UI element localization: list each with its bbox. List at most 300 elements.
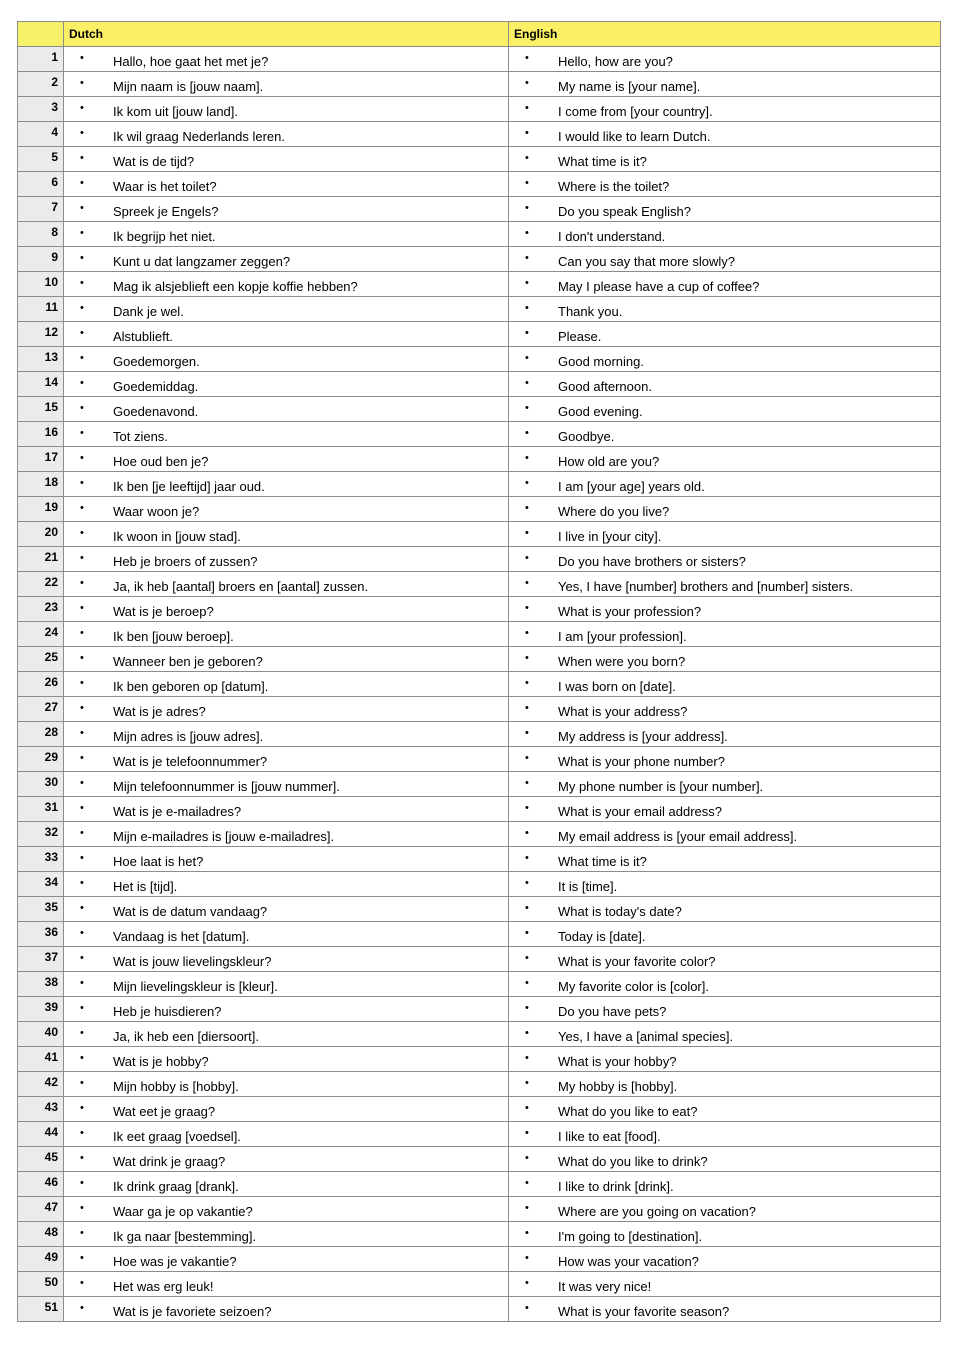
- row-number[interactable]: 23: [18, 597, 64, 622]
- english-cell[interactable]: [509, 972, 941, 997]
- dutch-cell[interactable]: [64, 1247, 509, 1272]
- dutch-cell[interactable]: [64, 822, 509, 847]
- row-number[interactable]: 30: [18, 772, 64, 797]
- english-cell[interactable]: [509, 422, 941, 447]
- english-phrase: What is today's date?: [558, 904, 682, 919]
- row-number[interactable]: 13: [18, 347, 64, 372]
- table-row: [18, 1172, 941, 1197]
- bullet-icon: •: [525, 377, 529, 389]
- dutch-phrase: Heb je broers of zussen?: [113, 554, 258, 569]
- bullet-icon: •: [80, 852, 84, 864]
- bullet-icon: •: [525, 1002, 529, 1014]
- english-cell[interactable]: [509, 472, 941, 497]
- table-row: [18, 1047, 941, 1072]
- row-number[interactable]: 29: [18, 747, 64, 772]
- table-row: [18, 1272, 941, 1297]
- bullet-icon: •: [80, 552, 84, 564]
- table-row: [18, 497, 941, 522]
- bullet-icon: •: [80, 602, 84, 614]
- english-cell[interactable]: [509, 1172, 941, 1197]
- english-cell[interactable]: [509, 1122, 941, 1147]
- dutch-phrase: Hoe laat is het?: [113, 854, 204, 869]
- row-number[interactable]: 2: [18, 72, 64, 97]
- bullet-icon: •: [80, 952, 84, 964]
- bullet-icon: •: [525, 127, 529, 139]
- dutch-cell[interactable]: [64, 747, 509, 772]
- bullet-icon: •: [525, 927, 529, 939]
- english-cell[interactable]: [509, 672, 941, 697]
- bullet-icon: •: [525, 1127, 529, 1139]
- row-number[interactable]: 51: [18, 1297, 64, 1322]
- english-cell[interactable]: [509, 622, 941, 647]
- row-number[interactable]: 41: [18, 1047, 64, 1072]
- dutch-phrase: Mijn e-mailadres is [jouw e-mailadres].: [113, 829, 335, 844]
- english-phrase: Yes, I have a [animal species].: [558, 1029, 734, 1044]
- dutch-phrase: Goedemorgen.: [113, 354, 200, 369]
- dutch-cell[interactable]: [64, 1047, 509, 1072]
- row-number[interactable]: 48: [18, 1222, 64, 1247]
- table-row: [18, 997, 941, 1022]
- table-row: [18, 572, 941, 597]
- bullet-icon: •: [80, 1177, 84, 1189]
- english-phrase: My phone number is [your number].: [558, 779, 764, 794]
- bullet-icon: •: [80, 352, 84, 364]
- table-row: [18, 472, 941, 497]
- table-row: [18, 197, 941, 222]
- bullet-icon: •: [525, 827, 529, 839]
- dutch-cell[interactable]: [64, 72, 509, 97]
- bullet-icon: •: [525, 302, 529, 314]
- table-row: [18, 672, 941, 697]
- row-number[interactable]: 44: [18, 1122, 64, 1147]
- dutch-cell[interactable]: [64, 1097, 509, 1122]
- english-cell[interactable]: [509, 597, 941, 622]
- english-cell[interactable]: [509, 172, 941, 197]
- english-phrase: I would like to learn Dutch.: [558, 129, 711, 144]
- table-row: [18, 547, 941, 572]
- dutch-phrase: Kunt u dat langzamer zeggen?: [113, 254, 291, 269]
- english-cell[interactable]: [509, 547, 941, 572]
- row-number[interactable]: 26: [18, 672, 64, 697]
- english-phrase: Yes, I have [number] brothers and [number] sisters.: [558, 579, 854, 594]
- english-phrase: Do you speak English?: [558, 204, 691, 219]
- dutch-phrase: Wat is je e-mailadres?: [113, 804, 242, 819]
- row-number[interactable]: 15: [18, 397, 64, 422]
- dutch-phrase: Het is [tijd].: [113, 879, 178, 894]
- english-cell[interactable]: [509, 1197, 941, 1222]
- dutch-phrase: Ja, ik heb een [diersoort].: [113, 1029, 259, 1044]
- english-phrase: I like to eat [food].: [558, 1129, 661, 1144]
- english-cell[interactable]: [509, 122, 941, 147]
- english-cell[interactable]: [509, 197, 941, 222]
- dutch-cell[interactable]: [64, 372, 509, 397]
- row-number[interactable]: 27: [18, 697, 64, 722]
- row-number[interactable]: 45: [18, 1147, 64, 1172]
- row-number[interactable]: 37: [18, 947, 64, 972]
- bullet-icon: •: [80, 1302, 84, 1314]
- dutch-cell[interactable]: [64, 997, 509, 1022]
- bullet-icon: •: [525, 502, 529, 514]
- row-number[interactable]: 50: [18, 1272, 64, 1297]
- dutch-phrase: Wat is je adres?: [113, 704, 206, 719]
- bullet-icon: •: [525, 177, 529, 189]
- row-number[interactable]: 14: [18, 372, 64, 397]
- bullet-icon: •: [80, 1227, 84, 1239]
- bullet-icon: •: [80, 77, 84, 89]
- row-number[interactable]: 39: [18, 997, 64, 1022]
- bullet-icon: •: [525, 252, 529, 264]
- bullet-icon: •: [525, 627, 529, 639]
- table-row: [18, 747, 941, 772]
- english-phrase: Where are you going on vacation?: [558, 1204, 757, 1219]
- row-number[interactable]: 8: [18, 222, 64, 247]
- dutch-cell[interactable]: [64, 47, 509, 72]
- dutch-cell[interactable]: [64, 397, 509, 422]
- row-number[interactable]: 1: [18, 47, 64, 72]
- dutch-cell[interactable]: [64, 672, 509, 697]
- english-cell[interactable]: [509, 872, 941, 897]
- row-number[interactable]: 16: [18, 422, 64, 447]
- table-row: [18, 822, 941, 847]
- english-phrase: I come from [your country].: [558, 104, 713, 119]
- row-number[interactable]: 24: [18, 622, 64, 647]
- row-number[interactable]: 38: [18, 972, 64, 997]
- dutch-cell[interactable]: [64, 1222, 509, 1247]
- row-number[interactable]: 42: [18, 1072, 64, 1097]
- english-phrase: What is your address?: [558, 704, 688, 719]
- row-number[interactable]: 20: [18, 522, 64, 547]
- english-phrase: Hello, how are you?: [558, 54, 673, 69]
- english-phrase: May I please have a cup of coffee?: [558, 279, 760, 294]
- dutch-cell[interactable]: [64, 272, 509, 297]
- dutch-phrase: Hoe was je vakantie?: [113, 1254, 237, 1269]
- row-number[interactable]: 17: [18, 447, 64, 472]
- row-number[interactable]: 22: [18, 572, 64, 597]
- english-cell[interactable]: [509, 722, 941, 747]
- row-number[interactable]: 47: [18, 1197, 64, 1222]
- english-cell[interactable]: [509, 297, 941, 322]
- table-row: [18, 72, 941, 97]
- dutch-cell[interactable]: [64, 522, 509, 547]
- bullet-icon: •: [80, 1027, 84, 1039]
- row-number[interactable]: 28: [18, 722, 64, 747]
- bullet-icon: •: [80, 877, 84, 889]
- row-number[interactable]: 6: [18, 172, 64, 197]
- row-number[interactable]: 12: [18, 322, 64, 347]
- row-number[interactable]: 49: [18, 1247, 64, 1272]
- bullet-icon: •: [525, 227, 529, 239]
- english-cell[interactable]: [509, 497, 941, 522]
- english-phrase: Good morning.: [558, 354, 644, 369]
- english-cell[interactable]: [509, 772, 941, 797]
- english-phrase: When were you born?: [558, 654, 686, 669]
- dutch-cell[interactable]: [64, 772, 509, 797]
- english-phrase: I live in [your city].: [558, 529, 662, 544]
- bullet-icon: •: [80, 152, 84, 164]
- row-number[interactable]: 46: [18, 1172, 64, 1197]
- table-row: [18, 1197, 941, 1222]
- row-number[interactable]: 43: [18, 1097, 64, 1122]
- row-number[interactable]: 9: [18, 247, 64, 272]
- english-phrase: I am [your profession].: [558, 629, 687, 644]
- english-cell[interactable]: [509, 72, 941, 97]
- english-cell[interactable]: [509, 322, 941, 347]
- dutch-phrase: Waar ga je op vakantie?: [113, 1204, 253, 1219]
- dutch-cell[interactable]: [64, 197, 509, 222]
- english-cell[interactable]: [509, 947, 941, 972]
- table-row: [18, 772, 941, 797]
- dutch-phrase: Ik kom uit [jouw land].: [113, 104, 238, 119]
- dutch-cell[interactable]: [64, 97, 509, 122]
- dutch-phrase: Waar is het toilet?: [113, 179, 217, 194]
- dutch-phrase: Spreek je Engels?: [113, 204, 219, 219]
- dutch-cell[interactable]: [64, 572, 509, 597]
- bullet-icon: •: [80, 202, 84, 214]
- english-phrase: What do you like to drink?: [558, 1154, 708, 1169]
- bullet-icon: •: [525, 1052, 529, 1064]
- row-number[interactable]: 10: [18, 272, 64, 297]
- english-cell[interactable]: [509, 847, 941, 872]
- english-cell[interactable]: [509, 1072, 941, 1097]
- row-number[interactable]: 5: [18, 147, 64, 172]
- row-number[interactable]: 19: [18, 497, 64, 522]
- english-cell[interactable]: [509, 397, 941, 422]
- english-cell[interactable]: [509, 897, 941, 922]
- english-cell[interactable]: [509, 1272, 941, 1297]
- english-cell[interactable]: [509, 572, 941, 597]
- dutch-cell[interactable]: [64, 1022, 509, 1047]
- row-number[interactable]: 35: [18, 897, 64, 922]
- dutch-cell[interactable]: [64, 172, 509, 197]
- dutch-cell[interactable]: [64, 797, 509, 822]
- dutch-cell[interactable]: [64, 247, 509, 272]
- dutch-cell[interactable]: [64, 1172, 509, 1197]
- table-row: [18, 1147, 941, 1172]
- dutch-cell[interactable]: [64, 972, 509, 997]
- bullet-icon: •: [525, 852, 529, 864]
- table-row: [18, 522, 941, 547]
- english-phrase: How was your vacation?: [558, 1254, 699, 1269]
- row-number[interactable]: 18: [18, 472, 64, 497]
- table-row: [18, 922, 941, 947]
- english-phrase: My name is [your name].: [558, 79, 701, 94]
- dutch-cell[interactable]: [64, 922, 509, 947]
- bullet-icon: •: [525, 602, 529, 614]
- dutch-cell[interactable]: [64, 847, 509, 872]
- dutch-cell[interactable]: [64, 647, 509, 672]
- bullet-icon: •: [525, 427, 529, 439]
- bullet-icon: •: [80, 277, 84, 289]
- row-number[interactable]: 40: [18, 1022, 64, 1047]
- dutch-cell[interactable]: [64, 1197, 509, 1222]
- row-number[interactable]: 34: [18, 872, 64, 897]
- bullet-icon: •: [525, 902, 529, 914]
- dutch-phrase: Ik ben geboren op [datum].: [113, 679, 269, 694]
- dutch-cell[interactable]: [64, 697, 509, 722]
- english-cell[interactable]: [509, 747, 941, 772]
- bullet-icon: •: [80, 1052, 84, 1064]
- dutch-cell[interactable]: [64, 472, 509, 497]
- english-phrase: What time is it?: [558, 154, 647, 169]
- english-phrase: Thank you.: [558, 304, 623, 319]
- dutch-cell[interactable]: [64, 1147, 509, 1172]
- bullet-icon: •: [525, 277, 529, 289]
- english-cell[interactable]: [509, 247, 941, 272]
- bullet-icon: •: [525, 877, 529, 889]
- bullet-icon: •: [525, 727, 529, 739]
- dutch-phrase: Wat drink je graag?: [113, 1154, 226, 1169]
- header-english[interactable]: English: [509, 22, 941, 47]
- table-row: [18, 722, 941, 747]
- bullet-icon: •: [525, 952, 529, 964]
- dutch-phrase: Goedemiddag.: [113, 379, 199, 394]
- english-phrase: What is your profession?: [558, 604, 702, 619]
- table-row: [18, 622, 941, 647]
- dutch-cell[interactable]: [64, 1122, 509, 1147]
- dutch-cell[interactable]: [64, 597, 509, 622]
- bullet-icon: •: [80, 1002, 84, 1014]
- dutch-cell[interactable]: [64, 347, 509, 372]
- english-cell[interactable]: [509, 647, 941, 672]
- dutch-cell[interactable]: [64, 1272, 509, 1297]
- english-cell[interactable]: [509, 522, 941, 547]
- table-row: [18, 97, 941, 122]
- english-cell[interactable]: [509, 922, 941, 947]
- english-cell[interactable]: [509, 97, 941, 122]
- english-cell[interactable]: [509, 797, 941, 822]
- dutch-cell[interactable]: [64, 547, 509, 572]
- english-cell[interactable]: [509, 1297, 941, 1322]
- table-row: [18, 947, 941, 972]
- row-number[interactable]: 21: [18, 547, 64, 572]
- bullet-icon: •: [80, 377, 84, 389]
- table-row: [18, 897, 941, 922]
- bullet-icon: •: [525, 452, 529, 464]
- row-number[interactable]: 32: [18, 822, 64, 847]
- dutch-cell[interactable]: [64, 422, 509, 447]
- bullet-icon: •: [525, 1227, 529, 1239]
- english-cell[interactable]: [509, 47, 941, 72]
- english-phrase: I like to drink [drink].: [558, 1179, 674, 1194]
- dutch-cell[interactable]: [64, 122, 509, 147]
- dutch-phrase: Wat is de tijd?: [113, 154, 195, 169]
- english-cell[interactable]: [509, 222, 941, 247]
- bullet-icon: •: [525, 677, 529, 689]
- english-phrase: Today is [date].: [558, 929, 646, 944]
- bullet-icon: •: [525, 777, 529, 789]
- dutch-cell[interactable]: [64, 497, 509, 522]
- dutch-cell[interactable]: [64, 1072, 509, 1097]
- header-row: [18, 22, 941, 47]
- dutch-phrase: Wat is je beroep?: [113, 604, 214, 619]
- english-cell[interactable]: [509, 1222, 941, 1247]
- table-row: [18, 597, 941, 622]
- dutch-phrase: Goedenavond.: [113, 404, 199, 419]
- bullet-icon: •: [80, 252, 84, 264]
- bullet-icon: •: [525, 1302, 529, 1314]
- dutch-cell[interactable]: [64, 447, 509, 472]
- english-phrase: Good evening.: [558, 404, 643, 419]
- dutch-cell[interactable]: [64, 872, 509, 897]
- header-dutch[interactable]: Dutch: [64, 22, 509, 47]
- table-row: [18, 47, 941, 72]
- bullet-icon: •: [80, 927, 84, 939]
- english-phrase: I'm going to [destination].: [558, 1229, 703, 1244]
- english-cell[interactable]: [509, 822, 941, 847]
- dutch-cell[interactable]: [64, 297, 509, 322]
- row-number[interactable]: 33: [18, 847, 64, 872]
- bullet-icon: •: [80, 977, 84, 989]
- bullet-icon: •: [525, 702, 529, 714]
- table-row: [18, 347, 941, 372]
- row-number[interactable]: 4: [18, 122, 64, 147]
- dutch-phrase: Ik ben [jouw beroep].: [113, 629, 234, 644]
- bullet-icon: •: [525, 802, 529, 814]
- bullet-icon: •: [80, 527, 84, 539]
- english-phrase: My hobby is [hobby].: [558, 1079, 678, 1094]
- english-phrase: What is your phone number?: [558, 754, 725, 769]
- english-cell[interactable]: [509, 1247, 941, 1272]
- row-number[interactable]: 11: [18, 297, 64, 322]
- english-cell[interactable]: [509, 447, 941, 472]
- table-row: [18, 1022, 941, 1047]
- english-cell[interactable]: [509, 1147, 941, 1172]
- dutch-cell[interactable]: [64, 322, 509, 347]
- english-phrase: My favorite color is [color].: [558, 979, 709, 994]
- english-phrase: Please.: [558, 329, 602, 344]
- row-number[interactable]: 36: [18, 922, 64, 947]
- dutch-phrase: Wat is de datum vandaag?: [113, 904, 268, 919]
- table-row: [18, 372, 941, 397]
- english-cell[interactable]: [509, 1097, 941, 1122]
- dutch-cell[interactable]: [64, 222, 509, 247]
- bullet-icon: •: [525, 552, 529, 564]
- table-row: [18, 247, 941, 272]
- english-cell[interactable]: [509, 372, 941, 397]
- row-number[interactable]: 7: [18, 197, 64, 222]
- bullet-icon: •: [80, 52, 84, 64]
- english-cell[interactable]: [509, 1047, 941, 1072]
- table-row: [18, 972, 941, 997]
- english-cell[interactable]: [509, 347, 941, 372]
- row-number[interactable]: 3: [18, 97, 64, 122]
- dutch-phrase: Ik ga naar [bestemming].: [113, 1229, 257, 1244]
- row-number[interactable]: 25: [18, 647, 64, 672]
- bullet-icon: •: [80, 177, 84, 189]
- english-phrase: I am [your age] years old.: [558, 479, 705, 494]
- english-cell[interactable]: [509, 997, 941, 1022]
- english-cell[interactable]: [509, 697, 941, 722]
- bullet-icon: •: [80, 427, 84, 439]
- row-number[interactable]: 31: [18, 797, 64, 822]
- bullet-icon: •: [80, 327, 84, 339]
- english-cell[interactable]: [509, 272, 941, 297]
- dutch-cell[interactable]: [64, 1297, 509, 1322]
- english-cell[interactable]: [509, 1022, 941, 1047]
- bullet-icon: •: [525, 1152, 529, 1164]
- table-row: [18, 122, 941, 147]
- english-cell[interactable]: [509, 147, 941, 172]
- dutch-cell[interactable]: [64, 897, 509, 922]
- dutch-cell[interactable]: [64, 947, 509, 972]
- dutch-cell[interactable]: [64, 722, 509, 747]
- bullet-icon: •: [525, 402, 529, 414]
- english-phrase: What time is it?: [558, 854, 647, 869]
- dutch-cell[interactable]: [64, 147, 509, 172]
- dutch-phrase: Alstublieft.: [113, 329, 173, 344]
- dutch-cell[interactable]: [64, 622, 509, 647]
- dutch-phrase: Ik eet graag [voedsel].: [113, 1129, 241, 1144]
